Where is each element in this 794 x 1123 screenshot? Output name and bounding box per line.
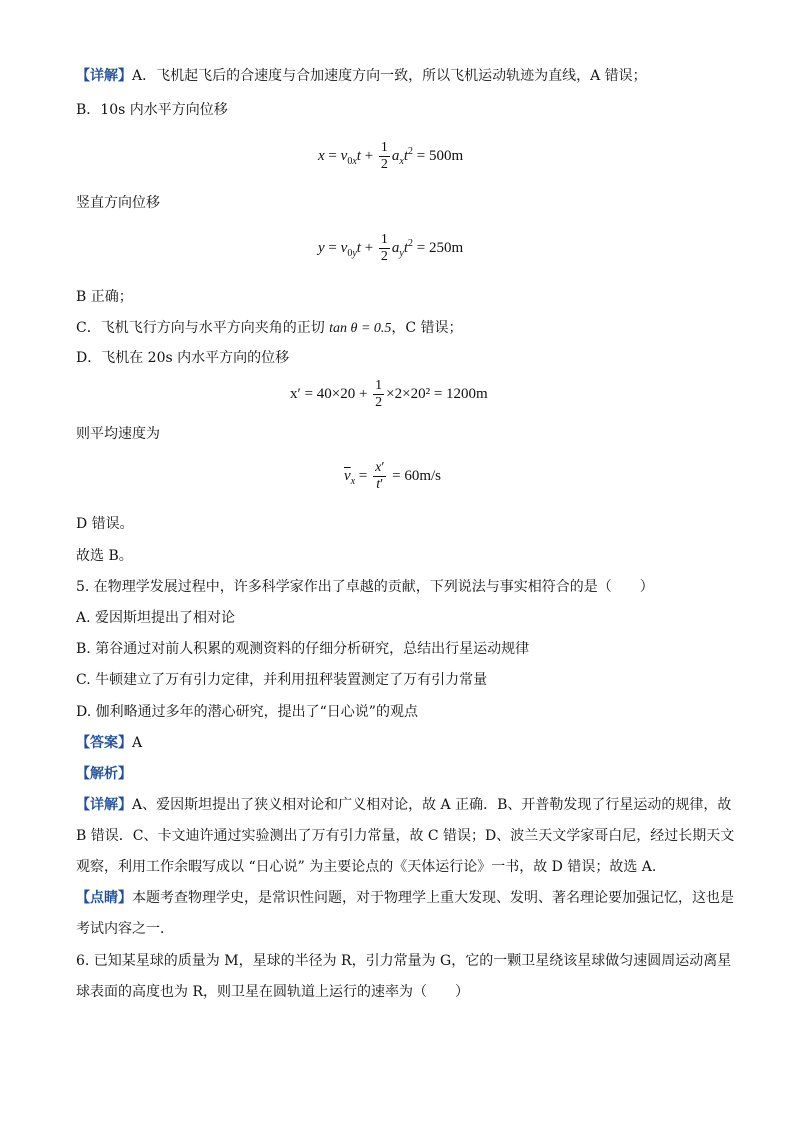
question-5-option-a: A. 爱因斯坦提出了相对论 (76, 610, 236, 626)
tan-theta-expr: tan θ = 0.5 (329, 321, 392, 336)
analysis-tag: 【解析】 (76, 766, 132, 782)
equation-x-result: = 500m (416, 147, 464, 164)
detail-b-correct: B 正确； (76, 289, 133, 305)
question-5-detail-tag: 【详解】 (76, 797, 132, 813)
comment-tag: 【点睛】 (76, 890, 132, 906)
comment-block (76, 883, 736, 945)
answer-line (76, 733, 142, 753)
question-5-detail (76, 790, 736, 883)
detail-d-wrong: D 错误。 (76, 516, 134, 532)
detail-line-d: D．飞机在 20s 内水平方向的位移 (76, 350, 290, 366)
detail-line-b: B．10s 内水平方向位移 (76, 102, 228, 118)
equation-x-displacement: $x = v_{0x}t$ + $\frac{1}{2}$ $a_xt^2 = 500m$ (318, 140, 464, 172)
analysis-line (76, 764, 132, 784)
detail-line-c (76, 318, 463, 339)
detail-line-a (76, 66, 647, 86)
detail-c-text: C．飞机飞行方向与水平方向夹角的正切 (76, 320, 325, 336)
question-5-detail-text: A、爱因斯坦提出了狭义相对论和广义相对论，故 A 正确．B、开普勒发现了行星运动的规律，故 B 错误．C、卡文迪许通过实验测出了万有引力常量，故 C 错误；D、波兰天文学家哥白尼，经过长期天文观察，利用工作余暇写成以 “日心说” 为主要论点的《天体运行论》一书，故 D 错误；故选 A. (76, 797, 735, 875)
comment-text: 本题考查物理学史，是常识性问题，对于物理学上重大发现、发明、著名理论要加强记忆，这也是考试内容之一． (76, 890, 734, 937)
equation-y-displacement: $y = v_{0y}t$ + $\frac{1}{2}$ $a_yt^2 = 250m$ (318, 232, 464, 264)
equation-velocity-result: = 60m/s (392, 467, 442, 484)
equation-x-prime: x′ = 40×20 + $\frac{1}{2}$ ×2×20² = 1200m (290, 378, 488, 410)
vertical-displacement-label: 竖直方向位移 (76, 195, 160, 211)
equation-y-result: = 250m (416, 239, 464, 256)
equation-x-prime-lhs: x′ = 40×20 + (290, 385, 368, 402)
average-velocity-label: 则平均速度为 (76, 426, 160, 442)
answer-value: A (132, 735, 143, 751)
detail-a-text: A．飞机起飞后的合速度与合加速度方向一致，所以飞机运动轨迹为直线，A 错误； (132, 68, 647, 84)
question-5-option-b: B. 第谷通过对前人积累的观测资料的仔细分析研究，总结出行星运动规律 (76, 641, 530, 657)
detail-c-conclusion: ，C 错误； (391, 320, 463, 336)
equation-x-prime-rhs: ×2×20² = 1200m (386, 385, 488, 402)
question-5-option-c: C. 牛顿建立了万有引力定律，并利用扭秤装置测定了万有引力常量 (76, 672, 488, 688)
equation-average-velocity: $\overline{v}_x$ = $\frac{x'}{t'}$ = 60m/s (344, 460, 442, 492)
detail-tag: 【详解】 (76, 68, 132, 84)
question-5-option-d: D. 伽利略通过多年的潜心研究，提出了“日心说”的观点 (76, 704, 418, 720)
answer-tag: 【答案】 (76, 735, 132, 751)
question-5-stem: 5. 在物理学发展过程中，许多科学家作出了卓越的贡献，下列说法与事实相符合的是（ ） (76, 579, 654, 595)
choose-b: 故选 B。 (76, 548, 133, 564)
question-6-stem: 6. 已知某星球的质量为 M，星球的半径为 R，引力常量为 G，它的一颗卫星绕该星球做匀速圆周运动离星球表面的高度也为 R，则卫星在圆轨道上运行的速率为（ ） (76, 953, 732, 1000)
